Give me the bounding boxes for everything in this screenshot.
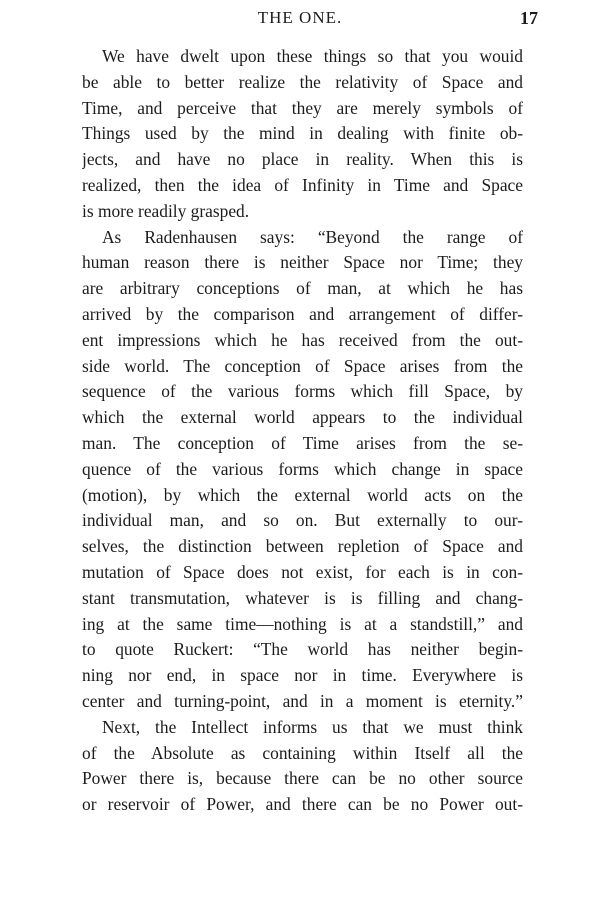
page-number: 17 <box>520 8 538 28</box>
text-line: ent impressions which he has received from the out- <box>82 329 523 350</box>
page-header <box>0 6 600 32</box>
text-line: human reason there is neither Space nor Time; they <box>82 252 523 273</box>
text-line: side world. The conception of Space arises from the <box>82 355 523 376</box>
text-line: of the Absolute as containing within Itself all the <box>82 742 523 763</box>
text-line: Next, the Intellect informs us that we must think <box>102 716 523 737</box>
body-text <box>82 44 523 818</box>
text-line: to quote Ruckert: “The world has neither begin- <box>82 639 523 660</box>
text-line: be able to better realize the relativity of Space and <box>82 71 523 92</box>
text-line: As Radenhausen says: “Beyond the range of <box>102 226 523 247</box>
text-line: which the external world appears to the individual <box>82 407 523 428</box>
text-line: jects, and have no place in reality. When this is <box>82 149 523 170</box>
text-line: ning nor end, in space nor in time. Everywhere is <box>82 665 523 686</box>
text-line: mutation of Space does not exist, for each is in con- <box>82 561 523 582</box>
text-line: sequence of the various forms which fill Space, by <box>82 381 523 402</box>
text-line: Things used by the mind in dealing with finite ob- <box>82 123 523 144</box>
text-line: realized, then the idea of Infinity in Time and Space <box>82 174 523 195</box>
paragraph <box>82 225 523 715</box>
running-title: THE ONE. <box>257 8 343 27</box>
text-line: Power there is, because there can be no other source <box>82 768 523 789</box>
text-line: arrived by the comparison and arrangement of differ- <box>82 303 523 324</box>
paragraph <box>82 44 523 225</box>
text-line: individual man, and so on. But externally to our- <box>82 510 523 531</box>
text-line: (motion), by which the external world acts on the <box>82 484 523 505</box>
text-line: quence of the various forms which change in space <box>82 458 523 479</box>
text-line: are arbitrary conceptions of man, at which he has <box>82 278 523 299</box>
text-line: ing at the same time—nothing is at a standstill,” and <box>82 613 523 634</box>
text-line: stant transmutation, whatever is is filling and chang- <box>82 587 523 608</box>
paragraph <box>82 715 523 818</box>
text-line: selves, the distinction between repletion of Space and <box>82 536 523 557</box>
text-line: We have dwelt upon these things so that you wouid <box>102 46 523 66</box>
text-line: is more readily grasped. <box>82 200 250 221</box>
text-line: center and turning-point, and in a moment is eternity.” <box>82 690 523 711</box>
text-line: or reservoir of Power, and there can be no Power out- <box>82 794 523 815</box>
text-line: Time, and perceive that they are merely symbols of <box>82 97 523 118</box>
text-line: man. The conception of Time arises from the se- <box>82 432 523 453</box>
